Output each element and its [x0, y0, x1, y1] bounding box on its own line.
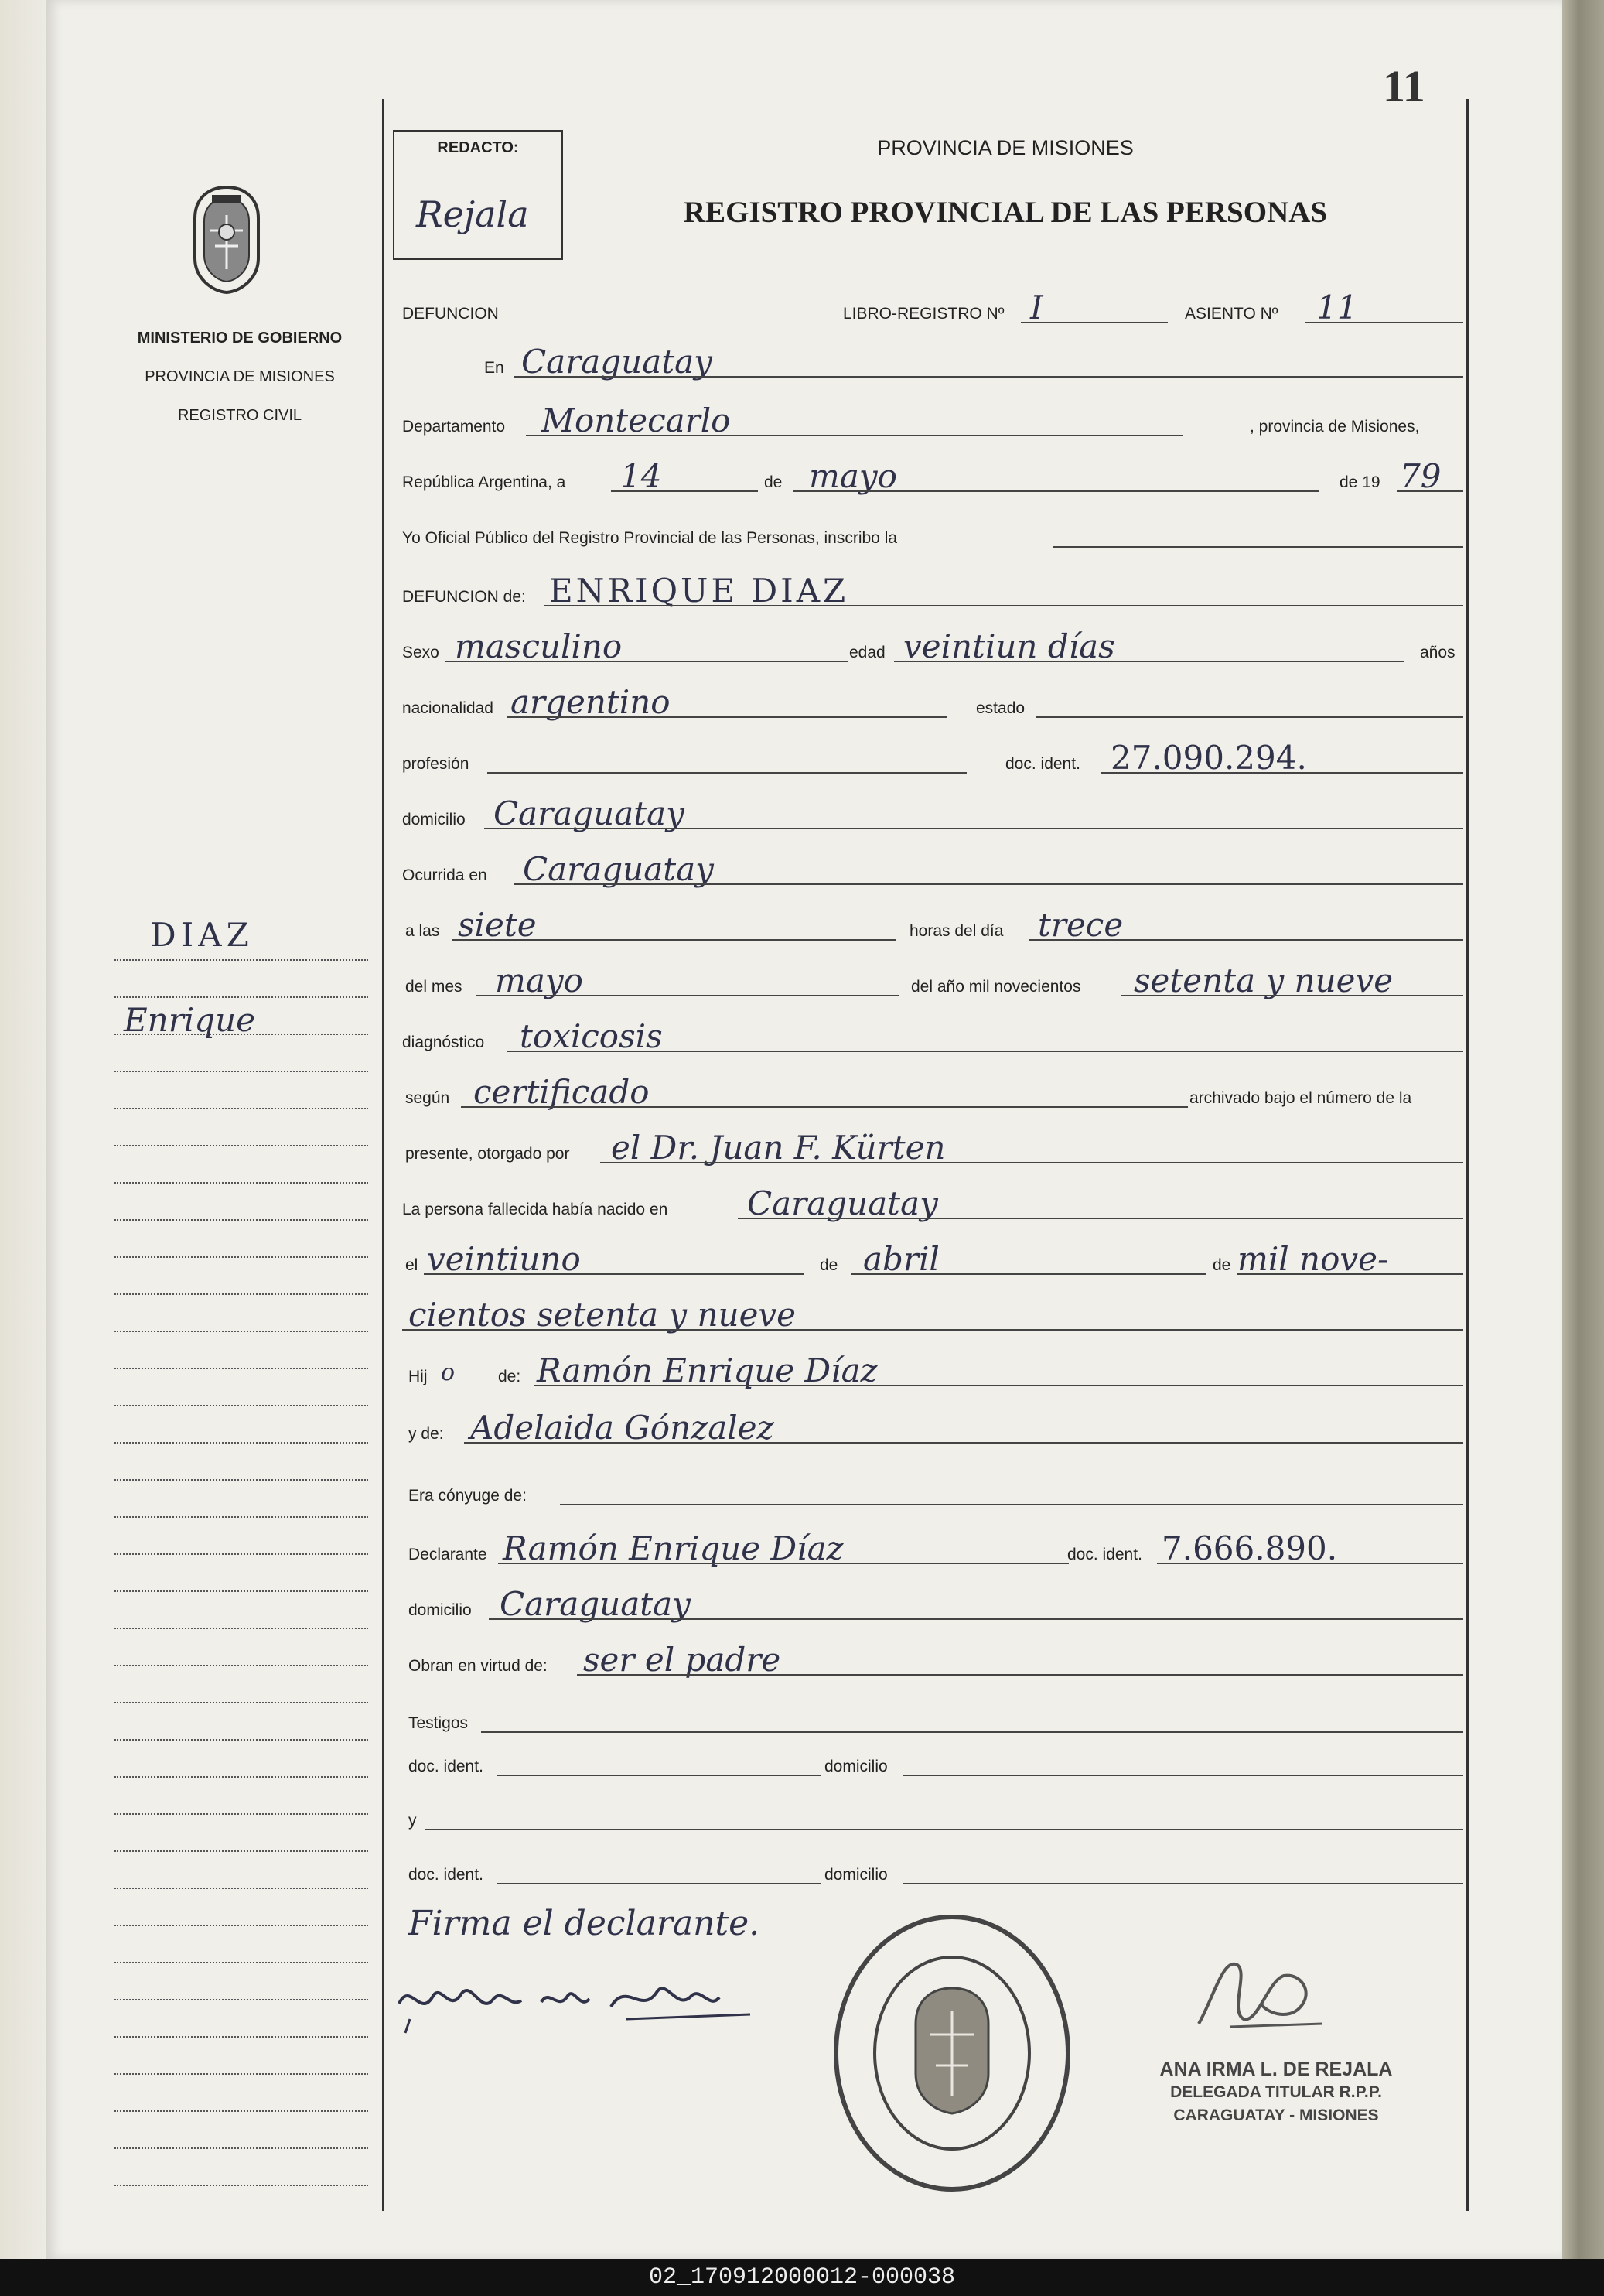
- side-index-line: [114, 1331, 368, 1332]
- hijo-suffix: o: [441, 1359, 456, 1386]
- nac-mes-value: abril: [863, 1240, 940, 1278]
- official-signature-icon: [1183, 1949, 1338, 2035]
- ocurrida-value: Caraguatay: [523, 850, 714, 888]
- doc-2-label: doc. ident.: [408, 1866, 483, 1884]
- dia-value: 14: [620, 457, 662, 495]
- row-mes: [402, 953, 1463, 1007]
- side-index-line: [114, 959, 368, 961]
- y-de-label: y de:: [408, 1425, 444, 1443]
- row-nac-anio-cont: [402, 1287, 1463, 1341]
- side-index-line: [114, 1108, 368, 1109]
- doc-2-underline: [497, 1883, 821, 1884]
- nacionalidad-value: argentino: [510, 683, 671, 721]
- redacto-box: [393, 130, 563, 260]
- row-hijo: [402, 1343, 1463, 1397]
- sexo-underline: [445, 661, 848, 662]
- side-index-line: [114, 1405, 368, 1406]
- edad-label: edad: [849, 644, 886, 661]
- del-mes-label: del mes: [405, 978, 462, 996]
- row-fecha: [402, 449, 1463, 503]
- ministry-line-3: REGISTRO CIVIL: [177, 407, 302, 424]
- edad-value: veintiun días: [903, 627, 1115, 665]
- hora-underline: [452, 939, 896, 941]
- de-label: de: [764, 473, 783, 491]
- nac-anio-cont-underline: [402, 1329, 1463, 1331]
- departamento-value: Montecarlo: [541, 401, 731, 439]
- asiento-underline: [1305, 322, 1463, 323]
- asiento-value: 11: [1316, 289, 1358, 326]
- hijo-label: Hij: [408, 1368, 428, 1385]
- left-page-edge: [0, 0, 46, 2259]
- row-departamento: [402, 393, 1463, 447]
- estado-label: estado: [976, 699, 1026, 717]
- anio-texto-underline: [1121, 995, 1463, 996]
- side-index-line: [114, 1962, 368, 1963]
- row-hora: [402, 897, 1463, 952]
- diagnostico-value: toxicosis: [520, 1017, 663, 1055]
- registry-seal-icon: [829, 1911, 1075, 2195]
- mes-value: mayo: [809, 457, 897, 495]
- en-underline: [514, 376, 1463, 378]
- registry-title: REGISTRO PROVINCIAL DE LAS PERSONAS: [683, 196, 1328, 229]
- side-index-line: [114, 1813, 368, 1815]
- ocurrida-label: Ocurrida en: [402, 866, 487, 884]
- ministry-line-2: PROVINCIA DE MISIONES: [145, 368, 335, 385]
- segun-label: según: [405, 1089, 450, 1107]
- domicilio-label: domicilio: [402, 811, 466, 829]
- image-caption: 02_170912000012-000038: [0, 2259, 1604, 2296]
- side-index-line: [114, 1850, 368, 1852]
- side-index-line: [114, 1999, 368, 2000]
- coat-of-arms-icon: [184, 184, 269, 296]
- row-profesion: [402, 730, 1463, 784]
- obran-label: Obran en virtud de:: [408, 1657, 548, 1675]
- side-index-line: [114, 1034, 368, 1035]
- margin-rule-left: [382, 99, 384, 2211]
- redacto-label: REDACTO:: [437, 139, 519, 156]
- nac-dia-value: veintiuno: [427, 1240, 581, 1278]
- dia-underline: [611, 490, 758, 492]
- firma-text: Firma el declarante.: [408, 1904, 760, 1943]
- a-las-label: a las: [405, 922, 440, 940]
- margin-rule-right: [1466, 99, 1469, 2211]
- ministry-block: [108, 319, 371, 435]
- de19-label: de 19: [1340, 473, 1380, 491]
- segun-underline: [461, 1106, 1188, 1108]
- padre-underline: [534, 1385, 1463, 1386]
- hora-value: siete: [458, 906, 537, 944]
- delegate-place: CARAGUATAY - MISIONES: [1173, 2106, 1379, 2124]
- nacido-value: Caraguatay: [747, 1184, 938, 1222]
- declarante-doc-value: 7.666.890.: [1162, 1529, 1338, 1567]
- dia-texto-value: trece: [1038, 906, 1124, 944]
- side-index-line: [114, 1776, 368, 1778]
- row-nacionalidad: [402, 675, 1463, 729]
- anio-texto-value: setenta y nueve: [1134, 962, 1394, 999]
- dom-1-underline: [903, 1775, 1463, 1776]
- row-sexo: [402, 619, 1463, 673]
- conyuge-label: Era cónyuge de:: [408, 1487, 527, 1505]
- anio-value: 79: [1400, 457, 1442, 495]
- declarante-label: Declarante: [408, 1546, 487, 1563]
- side-index-line: [114, 1702, 368, 1703]
- side-index-line: [114, 1553, 368, 1555]
- doc-value: 27.090.294.: [1111, 739, 1307, 777]
- side-index-line: [114, 1368, 368, 1369]
- row-nac-fecha: [402, 1232, 1463, 1286]
- nac-anio-cont: cientos setenta y nueve: [408, 1296, 797, 1334]
- dom-2-underline: [903, 1883, 1463, 1884]
- side-index-line: [114, 1071, 368, 1072]
- conyuge-underline: [560, 1504, 1463, 1505]
- asiento-label: ASIENTO Nº: [1185, 305, 1278, 323]
- republica-label: República Argentina, a: [402, 473, 566, 491]
- doc-1-label: doc. ident.: [408, 1758, 483, 1775]
- nacionalidad-label: nacionalidad: [402, 699, 493, 717]
- row-y: [402, 1787, 1463, 1841]
- presente-underline: [600, 1162, 1463, 1163]
- nombre-value: ENRIQUE DIAZ: [549, 572, 849, 610]
- departamento-label: Departamento: [402, 418, 506, 436]
- horas-label: horas del día: [910, 922, 1004, 940]
- row-madre: [402, 1400, 1463, 1454]
- domicilio-underline: [484, 828, 1463, 829]
- del-anio-label: del año mil novecientos: [911, 978, 1081, 996]
- doc-underline: [1101, 772, 1463, 774]
- ocurrida-underline: [514, 883, 1463, 885]
- provincia-label: , provincia de Misiones,: [1250, 418, 1420, 436]
- side-given-name: Enrique: [124, 1001, 256, 1039]
- declarante-doc-underline: [1157, 1563, 1463, 1564]
- side-index-line: [114, 2036, 368, 2038]
- side-index-line: [114, 1516, 368, 1518]
- doc-1-underline: [497, 1775, 821, 1776]
- row-testigo-2: [402, 1841, 1463, 1895]
- el-label: el: [405, 1256, 418, 1274]
- mes-underline: [793, 490, 1319, 492]
- side-surname: DIAZ: [150, 916, 254, 954]
- en-label: En: [484, 359, 504, 377]
- side-index-line: [114, 1219, 368, 1221]
- side-index-line: [114, 2147, 368, 2149]
- y-label: y: [408, 1812, 417, 1830]
- libro-label: LIBRO-REGISTRO Nº: [843, 305, 1005, 323]
- profesion-underline: [487, 772, 967, 774]
- en-value: Caraguatay: [521, 343, 712, 381]
- delegate-stamp: [1098, 2058, 1454, 2127]
- dom-1-label: domicilio: [824, 1758, 888, 1775]
- diagnostico-label: diagnóstico: [402, 1034, 485, 1051]
- del-mes-underline: [476, 995, 899, 996]
- side-index-line: [114, 1145, 368, 1146]
- side-index-line: [114, 1665, 368, 1666]
- ministry-line-1: MINISTERIO DE GOBIERNO: [137, 330, 343, 347]
- province-title: PROVINCIA DE MISIONES: [877, 136, 1134, 159]
- side-index-line: [114, 2073, 368, 2075]
- dia-texto-underline: [1029, 939, 1463, 941]
- del-mes-value: mayo: [495, 962, 583, 999]
- row-en: [402, 334, 1463, 388]
- sexo-label: Sexo: [402, 644, 439, 661]
- yo-oficial-text: Yo Oficial Público del Registro Provincial de las Personas, inscribo la: [402, 529, 898, 547]
- delegate-title: DELEGADA TITULAR R.P.P.: [1170, 2083, 1382, 2101]
- domicilio-2-value: Caraguatay: [500, 1585, 691, 1623]
- declarante-doc-label: doc. ident.: [1067, 1546, 1142, 1563]
- side-index-line: [114, 1925, 368, 1926]
- domicilio-value: Caraguatay: [493, 794, 684, 832]
- redacto-value: Rejala: [416, 193, 529, 235]
- presente-value: el Dr. Juan F. Kürten: [611, 1129, 946, 1167]
- libro-value: I: [1030, 289, 1043, 326]
- row-obran: [402, 1632, 1463, 1686]
- row-testigo-1: [402, 1733, 1463, 1787]
- obran-value: ser el padre: [583, 1641, 781, 1679]
- row-declarante: [402, 1521, 1463, 1575]
- testigos-label: Testigos: [408, 1714, 469, 1732]
- padre-value: Ramón Enrique Díaz: [537, 1351, 878, 1389]
- nacido-label: La persona fallecida había nacido en: [402, 1201, 668, 1218]
- nac-dia-underline: [424, 1273, 804, 1275]
- madre-value: Adelaida Gónzalez: [470, 1409, 774, 1447]
- archivado-label: archivado bajo el número de la: [1189, 1089, 1412, 1107]
- domicilio-2-label: domicilio: [408, 1601, 472, 1619]
- dom-2-label: domicilio: [824, 1866, 888, 1884]
- hijo-de-label: de:: [498, 1368, 521, 1385]
- row-domicilio: [402, 786, 1463, 840]
- libro-underline: [1021, 322, 1168, 323]
- sexo-value: masculino: [455, 627, 623, 665]
- madre-underline: [464, 1442, 1463, 1444]
- de-abril-label: de: [820, 1256, 838, 1274]
- row-ocurrida: [402, 842, 1463, 896]
- side-index-line: [114, 1888, 368, 1889]
- side-index-line: [114, 1479, 368, 1481]
- side-index-line: [114, 1293, 368, 1295]
- declarante-value: Ramón Enrique Díaz: [503, 1529, 844, 1567]
- declarante-underline: [498, 1563, 1069, 1564]
- presente-label: presente, otorgado por: [405, 1145, 570, 1163]
- side-index-line: [114, 1182, 368, 1184]
- row-defuncion-de: [402, 563, 1463, 617]
- obran-underline: [577, 1674, 1463, 1676]
- doc-ident-label: doc. ident.: [1005, 755, 1080, 773]
- de-mil-label: de: [1213, 1256, 1231, 1274]
- row-domicilio-2: [402, 1577, 1463, 1631]
- side-index-line: [114, 1628, 368, 1629]
- nac-anio-value: mil nove-: [1237, 1240, 1389, 1278]
- nacido-underline: [738, 1218, 1463, 1219]
- side-index-line: [114, 1256, 368, 1258]
- page-number: 11: [1383, 61, 1425, 111]
- row-segun: [402, 1064, 1463, 1119]
- nombre-underline: [544, 605, 1463, 606]
- row-conyuge: [402, 1462, 1463, 1516]
- declarant-signature-icon: [394, 1965, 781, 2035]
- book-edge: [1562, 0, 1604, 2259]
- domicilio-2-underline: [489, 1618, 1463, 1620]
- yo-oficial-underline: [1053, 546, 1463, 548]
- row-yo-oficial: [402, 504, 1463, 559]
- anos-label: años: [1420, 644, 1456, 661]
- row-libro: [402, 280, 1463, 334]
- row-presente: [402, 1120, 1463, 1174]
- side-index-line: [114, 1590, 368, 1592]
- side-index-line: [114, 1739, 368, 1741]
- side-index-line: [114, 2110, 368, 2112]
- profesion-label: profesión: [402, 755, 469, 773]
- departamento-underline: [526, 435, 1183, 436]
- diagnostico-underline: [507, 1051, 1463, 1052]
- nac-anio-underline: [1237, 1273, 1463, 1275]
- y-underline: [425, 1829, 1463, 1830]
- edad-underline: [894, 661, 1404, 662]
- defuncion-label: DEFUNCION: [402, 305, 499, 323]
- delegate-name: ANA IRMA L. DE REJALA: [1159, 2059, 1393, 2080]
- defuncion-de-label: DEFUNCION de:: [402, 588, 526, 606]
- row-diagnostico: [402, 1009, 1463, 1063]
- side-index-line: [114, 1442, 368, 1444]
- side-index-line: [114, 2185, 368, 2186]
- segun-value: certificado: [473, 1073, 650, 1111]
- estado-underline: [1036, 716, 1463, 718]
- anio-underline: [1397, 490, 1463, 492]
- row-nacido: [402, 1176, 1463, 1230]
- nac-mes-underline: [851, 1273, 1206, 1275]
- side-index-line: [114, 996, 368, 998]
- nacionalidad-underline: [507, 716, 947, 718]
